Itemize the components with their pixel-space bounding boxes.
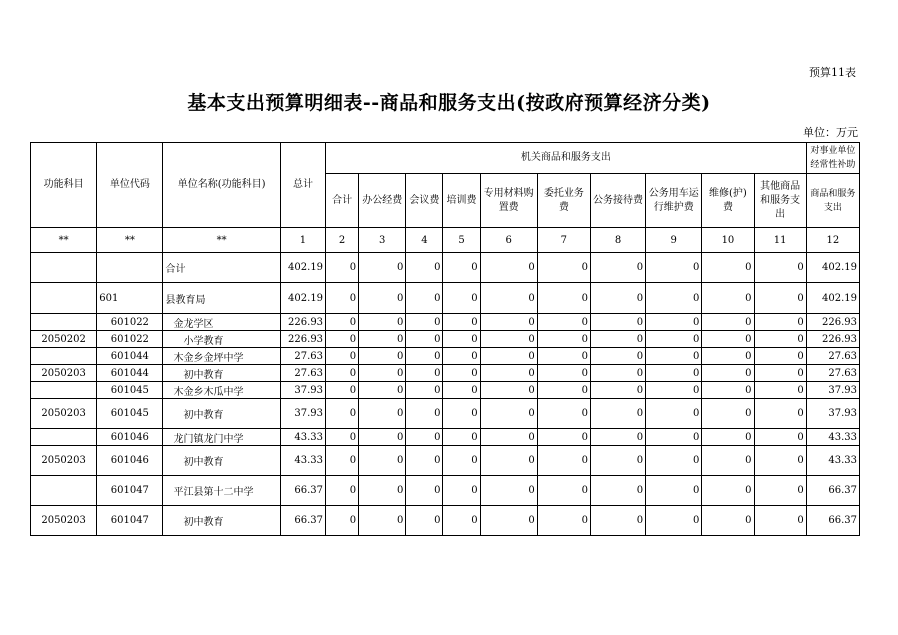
value-cell: 0 [326,283,359,314]
header-group-agency: 机关商品和服务支出 [326,143,807,174]
subsidy-cell: 37.93 [806,382,859,399]
total-cell: 27.63 [280,365,325,382]
header-group-subsidy: 对事业单位经常性补助 [806,143,859,174]
subsidy-cell: 43.33 [806,446,859,476]
value-cell: 0 [646,476,702,506]
header-col: 委托业务费 [537,174,590,228]
value-cell: 0 [359,429,406,446]
header-col: 公务接待费 [590,174,645,228]
unit-code-cell: 601046 [97,429,163,446]
header-col: 商品和服务支出 [806,174,859,228]
func-code-cell [31,429,97,446]
value-cell: 0 [443,331,480,348]
table-row [31,283,860,314]
total-cell: 66.37 [280,506,325,536]
unit-name-cell: 初中教育 [163,365,280,382]
unit-code-cell: 601047 [97,476,163,506]
header-col: 会议费 [406,174,443,228]
value-cell: 0 [646,253,702,283]
subsidy-cell: 226.93 [806,331,859,348]
value-cell: 0 [406,506,443,536]
subsidy-cell: 66.37 [806,506,859,536]
header-col: 其他商品和服务支出 [754,174,806,228]
value-cell: 0 [326,253,359,283]
value-cell: 0 [590,331,645,348]
total-cell: 402.19 [280,253,325,283]
func-code-cell [31,283,97,314]
header-col: 专用材料购置费 [480,174,537,228]
value-cell: 0 [702,331,754,348]
header-col: 办公经费 [359,174,406,228]
value-cell: 0 [359,399,406,429]
value-cell: 0 [537,506,590,536]
value-cell: 0 [480,446,537,476]
value-cell: 0 [406,382,443,399]
value-cell: 0 [590,253,645,283]
value-cell: 0 [326,331,359,348]
value-cell: 0 [754,348,806,365]
value-cell: 0 [702,365,754,382]
unit-name-cell: 金龙学区 [163,314,280,331]
total-cell: 226.93 [280,331,325,348]
value-cell: 0 [702,382,754,399]
value-cell: 0 [646,331,702,348]
header-unit-code: 单位代码 [97,143,163,228]
value-cell: 0 [480,506,537,536]
value-cell: 0 [590,399,645,429]
index-cell: 2 [326,228,359,253]
value-cell: 0 [359,506,406,536]
table-row [31,446,860,476]
value-cell: 0 [537,314,590,331]
value-cell: 0 [537,283,590,314]
value-cell: 0 [754,476,806,506]
value-cell: 0 [359,382,406,399]
value-cell: 0 [480,283,537,314]
value-cell: 0 [326,348,359,365]
unit-name-cell: 县教育局 [163,283,280,314]
index-cell: 3 [359,228,406,253]
value-cell: 0 [646,382,702,399]
value-cell: 0 [480,382,537,399]
index-cell: 8 [590,228,645,253]
value-cell: 0 [480,399,537,429]
value-cell: 0 [702,446,754,476]
unit-name-cell: 小学教育 [163,331,280,348]
table-row [31,429,860,446]
total-cell: 27.63 [280,348,325,365]
value-cell: 0 [326,399,359,429]
func-code-cell: 2050203 [31,506,97,536]
value-cell: 0 [326,365,359,382]
unit-name-cell: 木金乡木瓜中学 [163,382,280,399]
total-cell: 37.93 [280,399,325,429]
unit-name-cell: 木金乡金坪中学 [163,348,280,365]
table-row [31,476,860,506]
subsidy-cell: 43.33 [806,429,859,446]
subsidy-cell: 402.19 [806,253,859,283]
value-cell: 0 [590,314,645,331]
value-cell: 0 [754,283,806,314]
total-cell: 66.37 [280,476,325,506]
value-cell: 0 [480,429,537,446]
value-cell: 0 [590,348,645,365]
table-row [31,365,860,382]
index-cell: 5 [443,228,480,253]
value-cell: 0 [406,476,443,506]
value-cell: 0 [702,476,754,506]
value-cell: 0 [480,348,537,365]
value-cell: 0 [537,253,590,283]
index-row [31,228,860,253]
value-cell: 0 [480,253,537,283]
value-cell: 0 [590,365,645,382]
value-cell: 0 [443,506,480,536]
value-cell: 0 [443,348,480,365]
value-cell: 0 [406,283,443,314]
value-cell: 0 [406,331,443,348]
value-cell: 0 [590,382,645,399]
value-cell: 0 [537,429,590,446]
func-code-cell [31,253,97,283]
value-cell: 0 [646,399,702,429]
value-cell: 0 [754,382,806,399]
value-cell: 0 [754,314,806,331]
value-cell: 0 [406,446,443,476]
header-col: 培训费 [443,174,480,228]
value-cell: 0 [754,253,806,283]
value-cell: 0 [443,476,480,506]
index-cell: 7 [537,228,590,253]
value-cell: 0 [590,446,645,476]
unit-name-cell: 初中教育 [163,446,280,476]
value-cell: 0 [359,314,406,331]
value-cell: 0 [754,331,806,348]
value-cell: 0 [702,399,754,429]
value-cell: 0 [443,365,480,382]
index-cell: ** [97,228,163,253]
header-total: 总计 [280,143,325,228]
value-cell: 0 [326,429,359,446]
value-cell: 0 [326,476,359,506]
value-cell: 0 [480,314,537,331]
value-cell: 0 [754,399,806,429]
table-row [31,506,860,536]
func-code-cell: 2050202 [31,331,97,348]
value-cell: 0 [359,331,406,348]
table-row [31,314,860,331]
header-unit-name: 单位名称(功能科目) [163,143,280,228]
table-row [31,253,860,283]
value-cell: 0 [590,283,645,314]
index-cell: 9 [646,228,702,253]
value-cell: 0 [406,314,443,331]
func-code-cell [31,476,97,506]
form-tag: 预算11表 [809,66,856,79]
value-cell: 0 [702,429,754,446]
value-cell: 0 [537,348,590,365]
unit-code-cell: 601044 [97,348,163,365]
value-cell: 0 [359,283,406,314]
subsidy-cell: 402.19 [806,283,859,314]
value-cell: 0 [537,476,590,506]
index-cell: ** [163,228,280,253]
value-cell: 0 [443,283,480,314]
index-cell: 1 [280,228,325,253]
value-cell: 0 [480,365,537,382]
value-cell: 0 [326,446,359,476]
unit-code-cell: 601022 [97,314,163,331]
value-cell: 0 [537,365,590,382]
header-col: 维修(护)费 [702,174,754,228]
value-cell: 0 [359,446,406,476]
value-cell: 0 [359,253,406,283]
value-cell: 0 [646,283,702,314]
value-cell: 0 [590,506,645,536]
unit-name-cell: 初中教育 [163,399,280,429]
index-cell: ** [31,228,97,253]
value-cell: 0 [702,253,754,283]
unit-code-cell: 601 [97,283,163,314]
value-cell: 0 [590,476,645,506]
value-cell: 0 [406,253,443,283]
value-cell: 0 [326,382,359,399]
value-cell: 0 [646,446,702,476]
value-cell: 0 [646,314,702,331]
value-cell: 0 [646,429,702,446]
total-cell: 43.33 [280,429,325,446]
value-cell: 0 [359,365,406,382]
value-cell: 0 [646,348,702,365]
value-cell: 0 [754,506,806,536]
index-cell: 12 [806,228,859,253]
value-cell: 0 [443,314,480,331]
value-cell: 0 [406,399,443,429]
func-code-cell: 2050203 [31,446,97,476]
header-func-code: 功能科目 [31,143,97,228]
func-code-cell: 2050203 [31,399,97,429]
value-cell: 0 [443,253,480,283]
value-cell: 0 [702,348,754,365]
value-cell: 0 [359,348,406,365]
unit-code-cell: 601045 [97,382,163,399]
subsidy-cell: 37.93 [806,399,859,429]
total-cell: 37.93 [280,382,325,399]
value-cell: 0 [702,283,754,314]
unit-code-cell: 601044 [97,365,163,382]
total-cell: 226.93 [280,314,325,331]
value-cell: 0 [326,314,359,331]
value-cell: 0 [359,476,406,506]
func-code-cell [31,382,97,399]
unit-name-cell: 平江县第十二中学 [163,476,280,506]
subsidy-cell: 226.93 [806,314,859,331]
index-cell: 11 [754,228,806,253]
unit-code-cell: 601046 [97,446,163,476]
func-code-cell [31,348,97,365]
header-col: 公务用车运行维护费 [646,174,702,228]
value-cell: 0 [537,331,590,348]
value-cell: 0 [480,476,537,506]
value-cell: 0 [754,446,806,476]
unit-name-cell: 合计 [163,253,280,283]
total-cell: 402.19 [280,283,325,314]
value-cell: 0 [443,446,480,476]
table-row [31,331,860,348]
value-cell: 0 [443,429,480,446]
value-cell: 0 [406,429,443,446]
unit-code-cell [97,253,163,283]
index-cell: 4 [406,228,443,253]
value-cell: 0 [443,399,480,429]
table-row [31,348,860,365]
value-cell: 0 [406,365,443,382]
unit-code-cell: 601022 [97,331,163,348]
index-cell: 10 [702,228,754,253]
value-cell: 0 [537,446,590,476]
page-title: 基本支出预算明细表--商品和服务支出(按政府预算经济分类) [187,92,711,114]
unit-name-cell: 初中教育 [163,506,280,536]
value-cell: 0 [443,382,480,399]
table-row [31,382,860,399]
value-cell: 0 [537,382,590,399]
subsidy-cell: 27.63 [806,365,859,382]
func-code-cell [31,314,97,331]
value-cell: 0 [646,365,702,382]
unit-name-cell: 龙门镇龙门中学 [163,429,280,446]
value-cell: 0 [326,506,359,536]
subsidy-cell: 66.37 [806,476,859,506]
value-cell: 0 [537,399,590,429]
value-cell: 0 [702,314,754,331]
value-cell: 0 [702,506,754,536]
value-cell: 0 [646,506,702,536]
unit-code-cell: 601045 [97,399,163,429]
subsidy-cell: 27.63 [806,348,859,365]
value-cell: 0 [754,365,806,382]
value-cell: 0 [480,331,537,348]
value-cell: 0 [406,348,443,365]
func-code-cell: 2050203 [31,365,97,382]
header-col: 合计 [326,174,359,228]
value-cell: 0 [590,429,645,446]
value-cell: 0 [754,429,806,446]
index-cell: 6 [480,228,537,253]
table-row [31,399,860,429]
unit-code-cell: 601047 [97,506,163,536]
budget-table [30,142,860,536]
total-cell: 43.33 [280,446,325,476]
unit-label: 单位：万元 [803,126,858,139]
